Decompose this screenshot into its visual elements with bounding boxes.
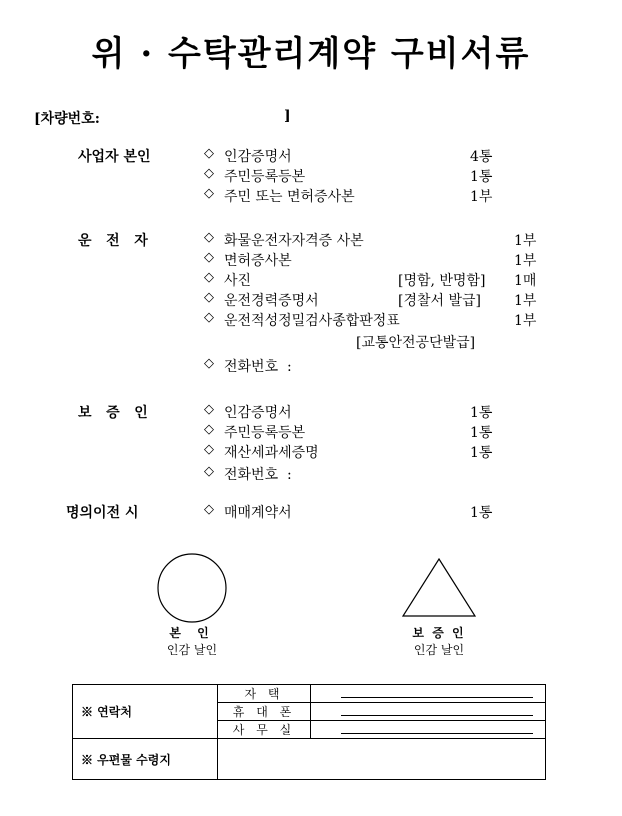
guarantor-seal-caption: 보 증 인 인감 날인 <box>412 626 466 657</box>
diamond-icon: ◇ <box>204 270 214 285</box>
item-qty: 1통 <box>470 169 493 185</box>
guarantor-seal-triangle <box>400 556 478 620</box>
diamond-icon: ◇ <box>204 502 214 517</box>
diamond-icon: ◇ <box>204 310 214 325</box>
item-qty: 1통 <box>470 425 493 441</box>
owner-seal-caption: 본 인 인감 날인 <box>166 626 218 657</box>
item-qty: 1통 <box>470 505 493 521</box>
phone-label: 전화번호 : <box>224 359 292 375</box>
item-qty: 1통 <box>470 445 493 461</box>
item-note: [명함, 반명함] <box>398 273 486 289</box>
diamond-icon: ◇ <box>204 290 214 305</box>
section-transfer-label: 명의이전 시 <box>66 505 139 521</box>
item-qty: 4통 <box>470 149 493 165</box>
contact-table <box>72 684 546 780</box>
contact-office-field[interactable] <box>311 721 546 739</box>
item-qty: 1매 <box>514 273 537 289</box>
contact-office-label: 사 무 실 <box>218 721 311 739</box>
mail-address-label: ※ 우편물 수령지 <box>73 739 218 780</box>
contact-mobile-field[interactable] <box>311 703 546 721</box>
contact-label: ※ 연락처 <box>73 685 218 739</box>
document-title: 위 · 수탁관리계약 구비서류 <box>91 34 531 74</box>
diamond-icon: ◇ <box>204 402 214 417</box>
section-owner-label: 사업자 본인 <box>78 149 151 165</box>
contact-home-label: 자 택 <box>218 685 311 703</box>
item-qty: 1부 <box>514 293 537 309</box>
section-guarantor-label: 보 증 인 <box>78 405 148 421</box>
item-note: [교통안전공단발급] <box>356 335 476 351</box>
item-qty: 1부 <box>514 253 537 269</box>
item-qty: 1통 <box>470 405 493 421</box>
vehicle-number-field <box>34 108 291 128</box>
vehicle-number-label: [차량번호: <box>34 111 100 127</box>
phone-label: 전화번호 : <box>224 467 292 483</box>
item-note: [경찰서 발급] <box>398 293 481 309</box>
diamond-icon: ◇ <box>204 186 214 201</box>
diamond-icon: ◇ <box>204 356 214 371</box>
diamond-icon: ◇ <box>204 250 214 265</box>
contact-home-field[interactable] <box>311 685 546 703</box>
section-driver-label: 운 전 자 <box>78 233 148 249</box>
item-qty: 1부 <box>514 313 537 329</box>
vehicle-number-bracket: ] <box>284 108 291 124</box>
diamond-icon: ◇ <box>204 464 214 479</box>
item-qty: 1부 <box>514 233 537 249</box>
diamond-icon: ◇ <box>204 166 214 181</box>
diamond-icon: ◇ <box>204 146 214 161</box>
diamond-icon: ◇ <box>204 230 214 245</box>
diamond-icon: ◇ <box>204 422 214 437</box>
contact-mobile-label: 휴 대 폰 <box>218 703 311 721</box>
diamond-icon: ◇ <box>204 442 214 457</box>
mail-address-field[interactable] <box>218 739 546 780</box>
item-qty: 1부 <box>470 189 493 205</box>
owner-seal-circle <box>156 552 228 624</box>
